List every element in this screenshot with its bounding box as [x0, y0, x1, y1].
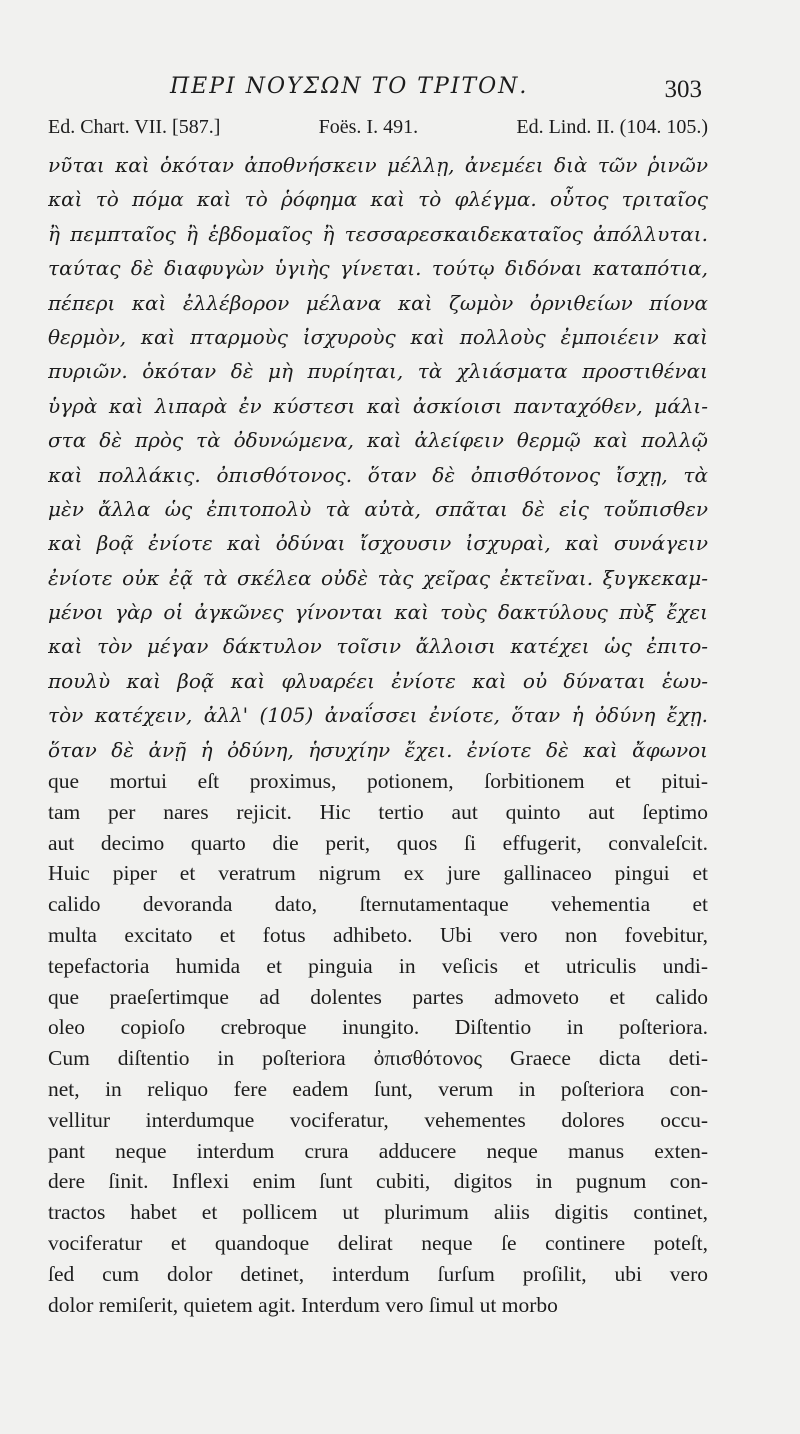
- greek-line: ὅταν δὲ ἀνῇ ἡ ὀδύνη, ἡσυχίην ἔχει. ἐνίοτε δὲ καὶ ἄφωνοι: [48, 737, 708, 762]
- latin-line: que praeſertimque ad dolentes partes admoveto et calido: [48, 984, 708, 1009]
- greek-line: πουλὺ καὶ βοᾷ καὶ φλυαρέει ἐνίοτε καὶ οὐ δύναται ἑωυ-: [48, 668, 708, 693]
- latin-line: dere ſinit. Inflexi enim ſunt cubiti, digitos in pugnum con-: [48, 1169, 708, 1194]
- latin-line: ſed cum dolor detinet, interdum ſurſum proſilit, ubi vero: [48, 1261, 708, 1286]
- latin-line: que mortui eſt proximus, potionem, ſorbitionem et pitui-: [48, 769, 708, 793]
- greek-line: καὶ τὸν μέγαν δάκτυλον τοῖσιν ἄλλοισι κατέχει ὡς ἐπιτο-: [48, 634, 708, 659]
- greek-line: καὶ πολλάκις. ὀπισθότονος. ὅταν δὲ ὀπισθότονος ἴσχῃ, τὰ: [48, 462, 708, 487]
- greek-line: πυριῶν. ὁκόταν δὲ μὴ πυρίηται, τὰ χλιάσματα προστιθέναι: [48, 359, 708, 384]
- latin-line: vociferatur et quandoque delirat neque ſe continere poteſt,: [48, 1230, 708, 1255]
- latin-line: vellitur interdumque vociferatur, vehementes dolores occu-: [48, 1107, 708, 1132]
- greek-text-block: [48, 148, 708, 767]
- latin-line: pant neque interdum crura adducere neque manus exten-: [48, 1138, 708, 1163]
- latin-text-block: [48, 766, 708, 1320]
- latin-line: dolor remiſerit, quietem agit. Interdum vero ſimul ut morbo: [48, 1292, 558, 1317]
- greek-line: πέπερι καὶ ἐλλέβορον μέλανα καὶ ζωμὸν ὀρνιθείων πίονα: [48, 290, 708, 315]
- greek-line: μὲν ἄλλα ὡς ἐπιτοπολὺ τὰ αὐτὰ, σπᾶται δὲ εἰς τοὔπισθεν: [48, 496, 708, 521]
- latin-line: aut decimo quarto die perit, quos ſi effugerit, convaleſcit.: [48, 830, 708, 855]
- latin-line: oleo copioſo crebroque inungito. Diſtentio in poſteriora.: [48, 1015, 708, 1040]
- latin-line: tractos habet et pollicem ut plurimum aliis digitis continet,: [48, 1200, 708, 1225]
- greek-line: θερμὸν, καὶ πταρμοὺς ἰσχυροὺς καὶ πολλοὺς ἐμποιέειν καὶ: [48, 324, 708, 349]
- edition-ref-linden: Ed. Lind. II. (104. 105.): [516, 116, 708, 138]
- greek-line: στα δὲ πρὸς τὰ ὀδυνώμενα, καὶ ἀλείφειν θερμῷ καὶ πολλῷ: [48, 428, 708, 453]
- greek-line: καὶ τὸ πόμα καὶ τὸ ῥόφημα καὶ τὸ φλέγμα. οὗτος τριταῖος: [48, 187, 708, 212]
- greek-line: καὶ βοᾷ ἐνίοτε καὶ ὀδύναι ἴσχουσιν ἰσχυραὶ, καὶ συνάγειν: [48, 531, 708, 556]
- edition-ref-foes: Foës. I. 491.: [318, 116, 419, 138]
- greek-line: ἢ πεμπταῖος ἢ ἑβδομαῖος ἢ τεσσαρεσκαιδεκαταῖος ἀπόλλυται.: [48, 221, 708, 246]
- latin-line: calido devoranda dato, ſternutamentaque vehementia et: [48, 892, 708, 917]
- latin-line: tepefactoria humida et pinguia in veſicis et utriculis undi-: [48, 953, 708, 978]
- page-number: 303: [664, 76, 702, 103]
- greek-line: μένοι γὰρ οἱ ἀγκῶνες γίνονται καὶ τοὺς δακτύλους πὺξ ἔχει: [48, 600, 708, 625]
- greek-line: ταύτας δὲ διαφυγὼν ὑγιὴς γίνεται. τούτῳ διδόναι καταπότια,: [48, 256, 708, 281]
- edition-references: [48, 116, 708, 139]
- latin-line: Cum diſtentio in poſteriora ὀπισθότονος Graece dicta deti-: [48, 1046, 708, 1071]
- greek-line: ἐνίοτε οὐκ ἐᾷ τὰ σκέλεα οὐδὲ τὰς χεῖρας ἐκτεῖναι. ξυγκεκαμ-: [48, 565, 708, 590]
- edition-ref-chartier: Ed. Chart. VII. [587.]: [48, 116, 221, 138]
- latin-line: multa excitato et fotus adhibeto. Ubi vero non fovebitur,: [48, 922, 708, 947]
- greek-line: ὑγρὰ καὶ λιπαρὰ ἐν κύστεσι καὶ ἀσκίοισι πανταχόθεν, μάλι-: [48, 393, 708, 418]
- greek-line: νῦται καὶ ὁκόταν ἀποθνήσκειν μέλλῃ, ἀνεμέει διὰ τῶν ῥινῶν: [48, 153, 708, 177]
- latin-line: tam per nares rejicit. Hic tertio aut quinto aut ſeptimo: [48, 799, 708, 824]
- latin-line: Huic piper et veratrum nigrum ex jure gallinaceo pingui et: [48, 861, 708, 886]
- latin-line: net, in reliquo fere eadem ſunt, verum in poſteriora con-: [48, 1076, 708, 1101]
- greek-line: τὸν κατέχειν, ἀλλ' (105) ἀναΐσσει ἐνίοτε, ὅταν ἡ ὀδύνη ἔχῃ.: [48, 703, 708, 728]
- running-title: ΠΕΡΙ ΝΟΥΣΩΝ ΤΟ ΤΡΙΤΟΝ.: [170, 74, 529, 99]
